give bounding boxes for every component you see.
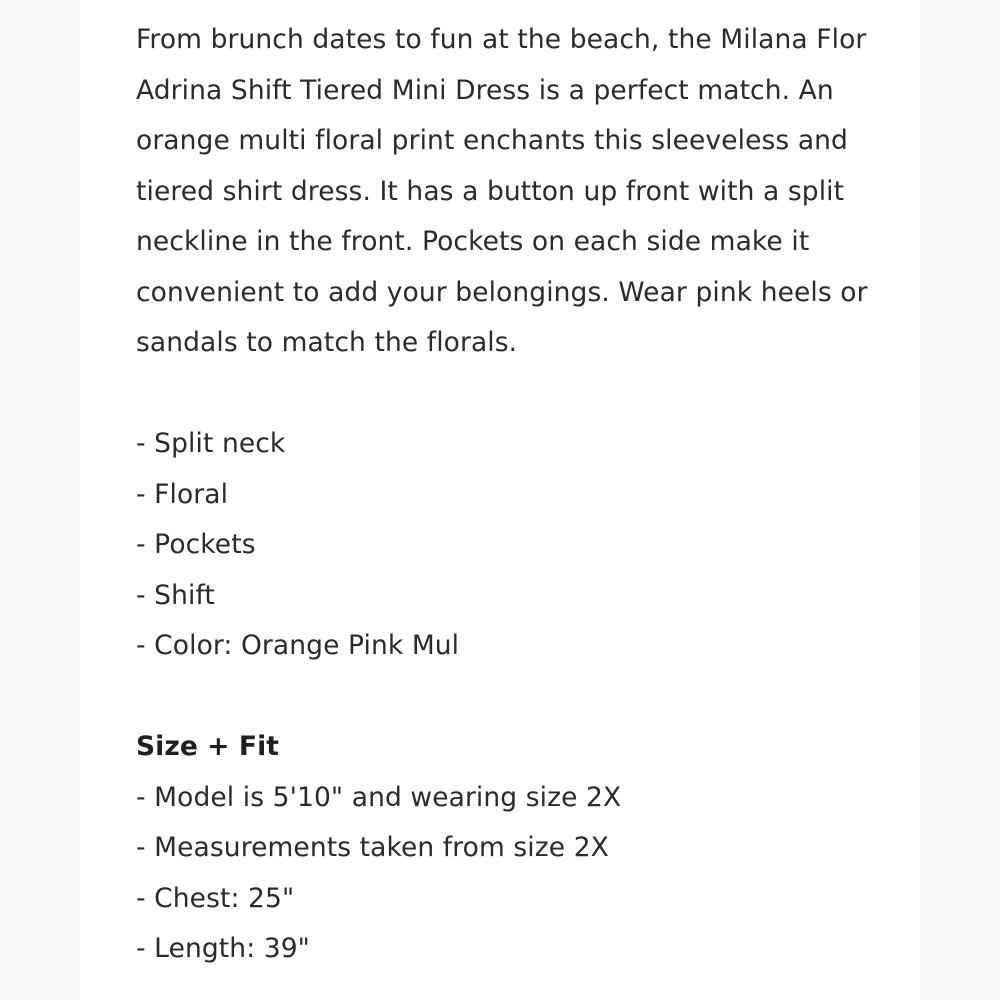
description-line: convenient to add your belongings. Wear pink heels or	[136, 276, 868, 308]
right-margin	[920, 0, 1000, 1000]
size-fit-item: - Length: 39"	[136, 933, 310, 964]
product-description-panel	[80, 0, 920, 1000]
feature-item: - Pockets	[136, 529, 256, 560]
feature-item: - Split neck	[136, 428, 286, 459]
features-list	[136, 419, 920, 672]
spacer	[136, 369, 920, 420]
spacer	[136, 672, 920, 723]
product-description-text	[136, 15, 920, 975]
size-fit-item: - Chest: 25"	[136, 882, 295, 914]
feature-item: - Shift	[136, 579, 215, 611]
size-fit-section	[136, 722, 920, 975]
description-paragraph	[136, 15, 920, 369]
description-line: sandals to match the florals.	[136, 327, 518, 358]
description-line: Adrina Shift Tiered Mini Dress is a perfect match. An	[136, 74, 834, 106]
description-line: orange multi floral print enchants this sleeveless and	[136, 125, 848, 156]
description-line: From brunch dates to fun at the beach, the Milana Flor	[136, 24, 867, 55]
description-line: neckline in the front. Pockets on each side make it	[136, 226, 810, 257]
description-line: tiered shirt dress. It has a button up front with a split	[136, 175, 845, 207]
size-fit-item: - Model is 5'10" and wearing size 2X	[136, 781, 622, 813]
left-margin	[0, 0, 80, 1000]
size-fit-heading: Size + Fit	[136, 731, 280, 762]
feature-item: - Color: Orange Pink Mul	[136, 630, 460, 661]
feature-item: - Floral	[136, 478, 229, 510]
size-fit-item: - Measurements taken from size 2X	[136, 832, 609, 863]
